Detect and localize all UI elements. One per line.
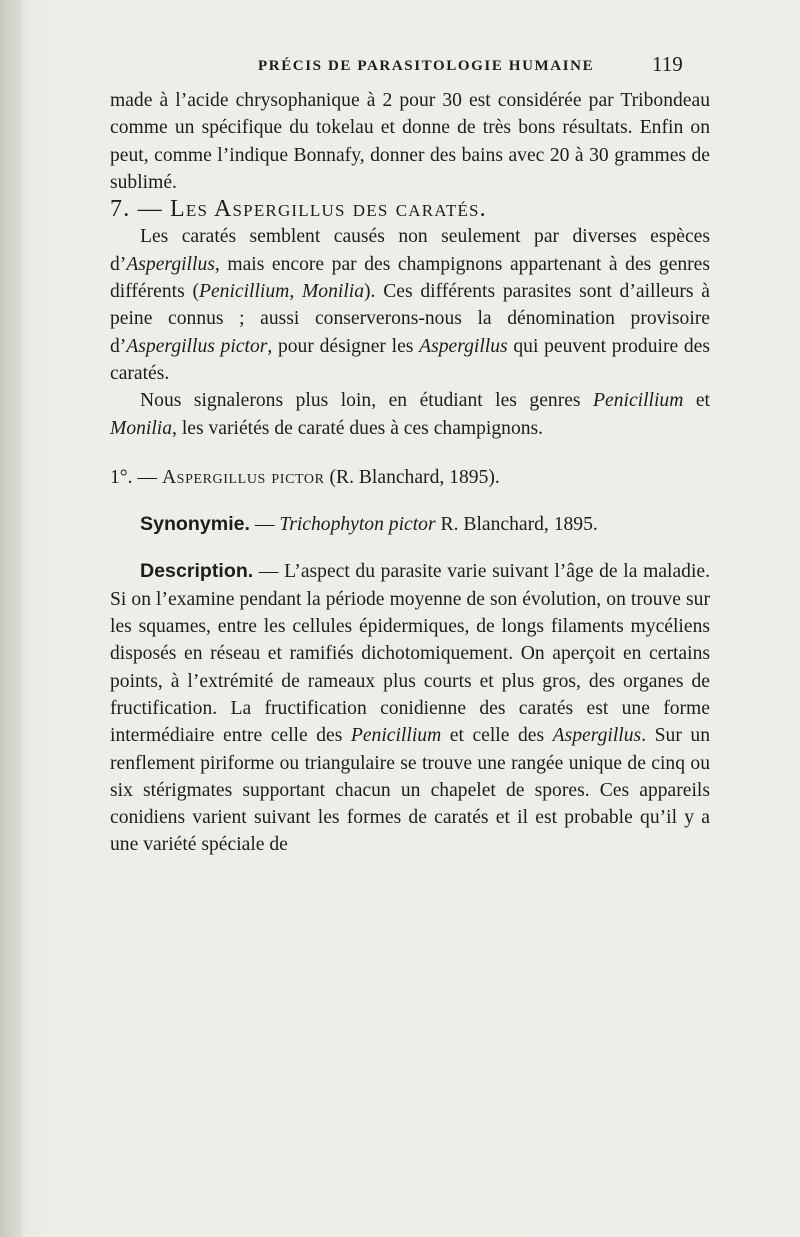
section-number: 7. — [110, 196, 131, 223]
spacer — [110, 538, 710, 558]
italic-term: Aspergillus — [419, 335, 508, 357]
text-run: et — [683, 390, 710, 412]
paragraph-caratés — [110, 223, 710, 387]
subsection-number: 1°. — [110, 466, 133, 488]
italic-term: Trichophyton pictor — [279, 514, 436, 536]
subsection-heading — [110, 464, 710, 491]
section-heading — [110, 196, 710, 223]
italic-term: Aspergillus pictor — [126, 335, 268, 357]
text-run: , mais encore par des champignons appartenant à des genres différents ( — [110, 253, 710, 303]
synonymie-label: Synonymie. — [140, 513, 250, 536]
text-run: ). Ces différents parasites sont d’ailleurs à peine connus ; aussi conserverons-nous la dénomination provisoire d’ — [110, 281, 710, 357]
subsection-title: Aspergillus pictor — [161, 466, 325, 488]
italic-term: Penicillium — [350, 725, 442, 747]
spacer — [110, 442, 710, 464]
italic-term: Penicillium — [593, 390, 684, 412]
italic-term: Aspergillus — [552, 725, 642, 747]
page-number: 119 — [652, 52, 683, 76]
subsection-author: (R. Blanchard, 1895). — [329, 466, 500, 488]
running-header — [0, 52, 800, 82]
paragraph-genres — [110, 387, 710, 442]
section-dash: — — [137, 196, 163, 223]
text-run: — — [254, 514, 275, 536]
page-gutter — [0, 0, 22, 1237]
text-run: qui peuvent produire des caratés. — [110, 335, 710, 384]
paragraph-continued: made à l’acide chrysophanique à 2 pour 30 est considérée par Tribondeau comme un spécifique du tokelau et donne de très bons résultats. Enfin on peut, comme l’indique Bonnafy, donner des bains avec 20 à 30 grammes de sublimé. — [110, 90, 710, 193]
text-run: , pour désigner les — [267, 335, 420, 357]
text-run: . Sur un renflement piriforme ou triangulaire se trouve une rangée unique de cinq ou six stérigmates supportant chacun un chapelet de spores. Ces appareils conidiens varient suivant les formes de caratés et il est probable qu’il y a une variété spéciale de — [110, 725, 710, 856]
paragraph-description — [110, 558, 710, 858]
text-run: R. Blanchard, 1895. — [440, 514, 598, 536]
paragraph-synonymie — [110, 511, 710, 538]
running-title: PRÉCIS DE PARASITOLOGIE HUMAINE — [258, 58, 595, 74]
italic-term: Penicillium, Monilia — [199, 281, 365, 303]
text-run: — L’aspect du parasite varie suivant l’âge de la maladie. Si on l’examine pendant la période moyenne de son évolution, on trouve sur les squames, entre les cellules épidermiques, de longs filaments mycéliens disposés en réseau et ramifiés dichotomiquement. On aperçoit en certains points, à l’extrémité de rameaux plus courts et plus gros, des organes de fructification. La fructification conidienne des caratés est une forme intermédiaire entre celle des — [110, 561, 710, 747]
italic-term: Monilia — [110, 417, 173, 439]
text-run: Les caratés semblent causés non seulement par diverses espèces d’ — [110, 226, 710, 275]
section-title: Les Aspergillus des caratés. — [170, 196, 487, 223]
text-run: Nous signalerons plus loin, en étudiant les genres — [140, 390, 594, 412]
spacer — [110, 491, 710, 511]
text-run: , les variétés de caraté dues à ces champignons. — [172, 417, 544, 439]
text-run: et celle des — [441, 725, 553, 747]
italic-term: Aspergillus — [126, 253, 215, 275]
description-label: Description. — [140, 560, 254, 583]
subsection-dash: — — [137, 466, 158, 488]
page-body — [110, 87, 710, 859]
